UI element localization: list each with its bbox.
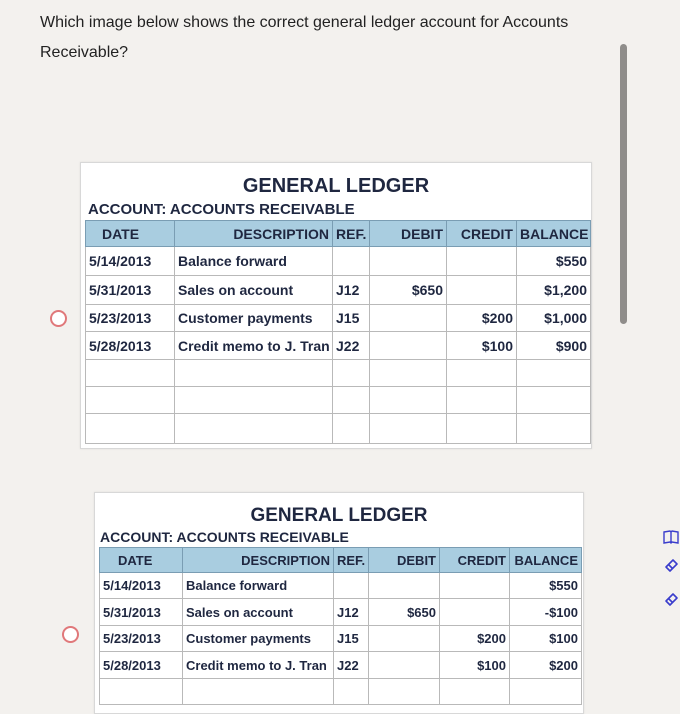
cell-debit: $650 bbox=[369, 599, 440, 626]
col-balance-header: BALANCE bbox=[517, 221, 591, 247]
cell-credit bbox=[440, 573, 510, 599]
table-row bbox=[100, 679, 582, 705]
cell-balance bbox=[517, 414, 591, 444]
cell-date bbox=[86, 360, 175, 387]
table-row bbox=[100, 573, 582, 599]
cell-date: 5/28/2013 bbox=[86, 332, 175, 360]
ledger-table bbox=[99, 547, 582, 705]
cell-credit: $100 bbox=[440, 652, 510, 679]
table-row bbox=[86, 387, 591, 414]
cell-credit: $100 bbox=[447, 332, 517, 360]
cell-date bbox=[100, 679, 183, 705]
cell-date: 5/31/2013 bbox=[100, 599, 183, 626]
cell-balance: $1,000 bbox=[517, 305, 591, 332]
table-row bbox=[86, 414, 591, 444]
link-icon[interactable] bbox=[664, 592, 679, 610]
cell-description bbox=[175, 360, 333, 387]
table-row bbox=[86, 332, 591, 360]
cell-ref bbox=[334, 573, 369, 599]
col-credit-header: CREDIT bbox=[440, 548, 510, 573]
col-debit-header: DEBIT bbox=[370, 221, 447, 247]
cell-description bbox=[183, 679, 334, 705]
cell-ref: J22 bbox=[333, 332, 370, 360]
cell-balance bbox=[517, 360, 591, 387]
cell-description: Credit memo to J. Tran bbox=[175, 332, 333, 360]
ledger-header-row bbox=[86, 221, 591, 247]
ledger-title: GENERAL LEDGER bbox=[250, 505, 428, 526]
cell-date: 5/23/2013 bbox=[100, 626, 183, 652]
cell-description: Credit memo to J. Tran bbox=[183, 652, 334, 679]
cell-date: 5/14/2013 bbox=[100, 573, 183, 599]
ledger-image-option-1 bbox=[80, 162, 592, 449]
cell-ref bbox=[333, 360, 370, 387]
table-row bbox=[100, 652, 582, 679]
cell-ref: J15 bbox=[334, 626, 369, 652]
cell-balance: $550 bbox=[517, 247, 591, 276]
cell-debit bbox=[370, 360, 447, 387]
cell-credit bbox=[447, 276, 517, 305]
cell-debit bbox=[369, 573, 440, 599]
cell-debit bbox=[370, 247, 447, 276]
cell-credit bbox=[447, 414, 517, 444]
ledger-table bbox=[85, 220, 591, 444]
cell-debit bbox=[370, 332, 447, 360]
cell-date: 5/31/2013 bbox=[86, 276, 175, 305]
scrollbar[interactable] bbox=[620, 44, 627, 324]
col-balance-header: BALANCE bbox=[510, 548, 582, 573]
table-row bbox=[86, 360, 591, 387]
cell-credit bbox=[440, 599, 510, 626]
cell-description: Customer payments bbox=[175, 305, 333, 332]
cell-credit bbox=[447, 387, 517, 414]
cell-ref: J12 bbox=[334, 599, 369, 626]
cell-credit bbox=[447, 360, 517, 387]
cell-balance: $1,200 bbox=[517, 276, 591, 305]
table-row bbox=[100, 626, 582, 652]
cell-balance bbox=[517, 387, 591, 414]
cell-balance bbox=[510, 679, 582, 705]
col-credit-header: CREDIT bbox=[447, 221, 517, 247]
table-row bbox=[86, 305, 591, 332]
cell-debit: $650 bbox=[370, 276, 447, 305]
cell-balance: $200 bbox=[510, 652, 582, 679]
ledger-header-row bbox=[100, 548, 582, 573]
cell-balance: -$100 bbox=[510, 599, 582, 626]
cell-date bbox=[86, 387, 175, 414]
cell-ref bbox=[334, 679, 369, 705]
table-row bbox=[86, 247, 591, 276]
cell-debit bbox=[370, 414, 447, 444]
cell-debit bbox=[369, 679, 440, 705]
col-debit-header: DEBIT bbox=[369, 548, 440, 573]
option-1-radio[interactable] bbox=[50, 310, 67, 327]
book-icon[interactable] bbox=[663, 530, 679, 547]
table-row bbox=[100, 599, 582, 626]
cell-ref bbox=[333, 414, 370, 444]
ledger-account-label: ACCOUNT: ACCOUNTS RECEIVABLE bbox=[100, 529, 349, 545]
col-ref-header: REF. bbox=[334, 548, 369, 573]
cell-ref: J15 bbox=[333, 305, 370, 332]
cell-ref bbox=[333, 387, 370, 414]
cell-ref: J22 bbox=[334, 652, 369, 679]
cell-debit bbox=[369, 626, 440, 652]
link-icon[interactable] bbox=[664, 558, 679, 576]
cell-description: Customer payments bbox=[183, 626, 334, 652]
question-text: Which image below shows the correct general ledger account for Accounts Receivable? bbox=[40, 14, 569, 61]
cell-balance: $550 bbox=[510, 573, 582, 599]
cell-ref bbox=[333, 247, 370, 276]
cell-date: 5/23/2013 bbox=[86, 305, 175, 332]
cell-credit: $200 bbox=[447, 305, 517, 332]
cell-date bbox=[86, 414, 175, 444]
col-description-header: DESCRIPTION bbox=[175, 221, 333, 247]
cell-description: Balance forward bbox=[183, 573, 334, 599]
cell-description bbox=[175, 414, 333, 444]
table-row bbox=[86, 276, 591, 305]
cell-description: Sales on account bbox=[175, 276, 333, 305]
ledger-image-option-2 bbox=[94, 492, 584, 714]
cell-credit bbox=[440, 679, 510, 705]
ledger-title: GENERAL LEDGER bbox=[242, 175, 430, 197]
option-2-radio[interactable] bbox=[62, 626, 79, 643]
col-date-header: DATE bbox=[86, 221, 175, 247]
cell-debit bbox=[370, 387, 447, 414]
cell-description: Balance forward bbox=[175, 247, 333, 276]
cell-credit bbox=[447, 247, 517, 276]
cell-date: 5/14/2013 bbox=[86, 247, 175, 276]
cell-debit bbox=[369, 652, 440, 679]
cell-debit bbox=[370, 305, 447, 332]
cell-balance: $900 bbox=[517, 332, 591, 360]
cell-date: 5/28/2013 bbox=[100, 652, 183, 679]
col-description-header: DESCRIPTION bbox=[183, 548, 334, 573]
cell-description: Sales on account bbox=[183, 599, 334, 626]
ledger-account-label: ACCOUNT: ACCOUNTS RECEIVABLE bbox=[88, 201, 355, 218]
cell-description bbox=[175, 387, 333, 414]
col-date-header: DATE bbox=[100, 548, 183, 573]
cell-balance: $100 bbox=[510, 626, 582, 652]
col-ref-header: REF. bbox=[333, 221, 370, 247]
cell-credit: $200 bbox=[440, 626, 510, 652]
cell-ref: J12 bbox=[333, 276, 370, 305]
